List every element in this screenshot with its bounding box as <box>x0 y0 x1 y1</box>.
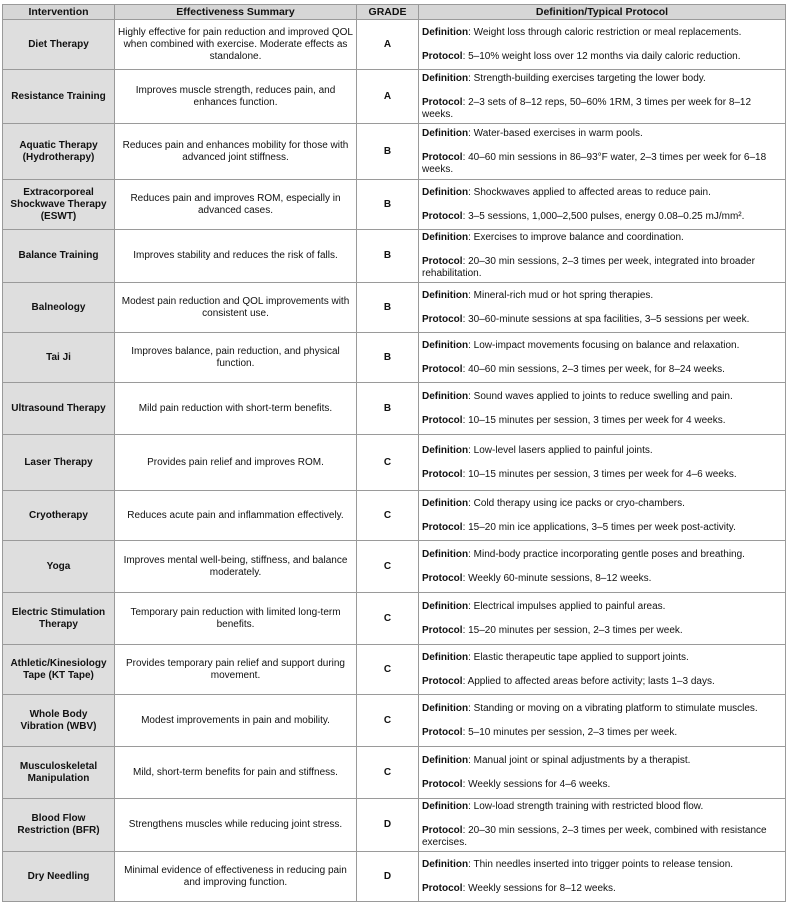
grade-cell: C <box>357 645 419 695</box>
grade-cell: B <box>357 230 419 283</box>
grade-cell: B <box>357 180 419 230</box>
definition-label: Definition <box>422 72 469 84</box>
grade-cell: B <box>357 333 419 383</box>
definition-label: Definition <box>422 548 469 560</box>
protocol-text: : 40–60 min sessions, 2–3 times per week, for 8–24 weeks. <box>462 363 725 375</box>
definition-cell <box>419 20 786 70</box>
definition-line <box>422 232 782 244</box>
protocol-label: Protocol <box>422 313 463 325</box>
protocol-text: : 15–20 minutes per session, 2–3 times per week. <box>462 624 683 636</box>
protocol-label: Protocol <box>422 256 463 267</box>
table-row <box>3 541 786 593</box>
definition-cell <box>419 541 786 593</box>
definition-line <box>422 445 782 457</box>
definition-label: Definition <box>422 186 469 198</box>
table-row <box>3 283 786 333</box>
table-row <box>3 124 786 180</box>
table-row <box>3 852 786 902</box>
definition-line <box>422 128 782 140</box>
table-row <box>3 383 786 435</box>
protocol-line <box>422 727 782 739</box>
protocol-line <box>422 625 782 637</box>
definition-text: : Water-based exercises in warm pools. <box>468 127 643 139</box>
definition-cell <box>419 124 786 180</box>
protocol-line <box>422 779 782 791</box>
definition-cell <box>419 70 786 124</box>
intervention-cell: Cryotherapy <box>3 491 115 541</box>
definition-label: Definition <box>422 702 469 714</box>
protocol-line <box>422 522 782 534</box>
table-row <box>3 70 786 124</box>
protocol-text: : 5–10 minutes per session, 2–3 times per week. <box>462 726 678 738</box>
definition-text: : Sound waves applied to joints to reduce swelling and pain. <box>468 390 733 402</box>
intervention-cell: Tai Ji <box>3 333 115 383</box>
definition-line <box>422 73 782 85</box>
protocol-label: Protocol <box>422 468 463 480</box>
protocol-label: Protocol <box>422 882 463 894</box>
definition-line <box>422 27 782 39</box>
summary-cell: Temporary pain reduction with limited long-term benefits. <box>115 593 357 645</box>
definition-label: Definition <box>422 651 469 663</box>
protocol-label: Protocol <box>422 151 463 163</box>
grade-cell: C <box>357 695 419 747</box>
definition-label: Definition <box>422 26 469 38</box>
grade-cell: A <box>357 70 419 124</box>
intervention-cell: Whole Body Vibration (WBV) <box>3 695 115 747</box>
definition-line <box>422 703 782 715</box>
header-row <box>3 5 786 20</box>
definition-text: : Elastic therapeutic tape applied to support joints. <box>468 651 689 663</box>
table-row <box>3 20 786 70</box>
protocol-text: : 20–30 min sessions, 2–3 times per week, integrated into broader rehabilitation. <box>422 256 755 279</box>
protocol-text: : Weekly 60-minute sessions, 8–12 weeks. <box>462 572 652 584</box>
summary-cell: Reduces pain and enhances mobility for those with advanced joint stiffness. <box>115 124 357 180</box>
protocol-label: Protocol <box>422 572 463 584</box>
summary-cell: Improves stability and reduces the risk of falls. <box>115 230 357 283</box>
summary-cell: Minimal evidence of effectiveness in reducing pain and improving function. <box>115 852 357 902</box>
definition-text: : Low-level lasers applied to painful joints. <box>468 444 653 456</box>
definition-cell <box>419 695 786 747</box>
definition-line <box>422 549 782 561</box>
summary-cell: Modest improvements in pain and mobility. <box>115 695 357 747</box>
definition-cell <box>419 747 786 799</box>
protocol-label: Protocol <box>422 210 463 222</box>
intervention-cell: Balance Training <box>3 230 115 283</box>
definition-text: : Cold therapy using ice packs or cryo-chambers. <box>468 497 685 509</box>
protocol-label: Protocol <box>422 521 463 533</box>
definition-cell <box>419 645 786 695</box>
grade-cell: C <box>357 541 419 593</box>
definition-cell <box>419 283 786 333</box>
protocol-text: : 10–15 minutes per session, 3 times per week for 4 weeks. <box>462 414 726 426</box>
intervention-cell: Musculoskeletal Manipulation <box>3 747 115 799</box>
definition-text: : Mind-body practice incorporating gentle poses and breathing. <box>468 548 745 560</box>
protocol-text: : 15–20 min ice applications, 3–5 times per week post-activity. <box>462 521 736 533</box>
definition-label: Definition <box>422 497 469 509</box>
summary-cell: Provides temporary pain relief and support during movement. <box>115 645 357 695</box>
definition-cell <box>419 333 786 383</box>
protocol-line <box>422 469 782 481</box>
summary-cell: Improves balance, pain reduction, and physical function. <box>115 333 357 383</box>
definition-cell <box>419 799 786 852</box>
summary-cell: Reduces acute pain and inflammation effectively. <box>115 491 357 541</box>
protocol-text: : 2–3 sets of 8–12 reps, 50–60% 1RM, 3 times per week for 8–12 weeks. <box>422 96 752 120</box>
definition-text: : Shockwaves applied to affected areas to reduce pain. <box>468 186 711 198</box>
definition-text: : Manual joint or spinal adjustments by a therapist. <box>468 754 691 766</box>
intervention-cell: Dry Needling <box>3 852 115 902</box>
definition-cell <box>419 491 786 541</box>
grade-cell: B <box>357 283 419 333</box>
table-row <box>3 230 786 283</box>
grade-cell: C <box>357 747 419 799</box>
grade-cell: C <box>357 593 419 645</box>
summary-cell: Modest pain reduction and QOL improvements with consistent use. <box>115 283 357 333</box>
definition-label: Definition <box>422 339 469 351</box>
table-row <box>3 333 786 383</box>
grade-cell: B <box>357 124 419 180</box>
grade-cell: B <box>357 383 419 435</box>
protocol-text: : 10–15 minutes per session, 3 times per week for 4–6 weeks. <box>462 468 737 480</box>
protocol-label: Protocol <box>422 624 463 636</box>
definition-text: : Electrical impulses applied to painful areas. <box>468 600 666 612</box>
definition-line <box>422 801 782 813</box>
summary-cell: Highly effective for pain reduction and improved QOL when combined with exercise. Moderate effects as standalone. <box>115 20 357 70</box>
protocol-text: : Applied to affected areas before activity; lasts 1–3 days. <box>462 675 715 687</box>
intervention-cell: Yoga <box>3 541 115 593</box>
intervention-cell: Laser Therapy <box>3 435 115 491</box>
definition-label: Definition <box>422 232 469 243</box>
intervention-cell: Blood Flow Restriction (BFR) <box>3 799 115 852</box>
protocol-label: Protocol <box>422 825 463 836</box>
definition-cell <box>419 593 786 645</box>
definition-line <box>422 601 782 613</box>
grade-cell: A <box>357 20 419 70</box>
table-row <box>3 593 786 645</box>
protocol-line <box>422 415 782 427</box>
protocol-line <box>422 364 782 376</box>
intervention-cell: Extracorporeal Shockwave Therapy (ESWT) <box>3 180 115 230</box>
definition-cell <box>419 180 786 230</box>
protocol-text: : Weekly sessions for 4–6 weeks. <box>462 778 611 790</box>
definition-label: Definition <box>422 444 469 456</box>
header-definition: Definition/Typical Protocol <box>419 5 786 20</box>
definition-text: : Low-impact movements focusing on balance and relaxation. <box>468 339 740 351</box>
definition-cell <box>419 435 786 491</box>
header-intervention: Intervention <box>3 5 115 20</box>
protocol-line <box>422 825 782 849</box>
intervention-cell: Ultrasound Therapy <box>3 383 115 435</box>
definition-cell <box>419 852 786 902</box>
header-summary: Effectiveness Summary <box>115 5 357 20</box>
protocol-line <box>422 97 782 121</box>
intervention-cell: Aquatic Therapy (Hydrotherapy) <box>3 124 115 180</box>
table-row <box>3 180 786 230</box>
definition-line <box>422 391 782 403</box>
table-row <box>3 695 786 747</box>
intervention-cell: Electric Stimulation Therapy <box>3 593 115 645</box>
protocol-text: : 20–30 min sessions, 2–3 times per week, combined with resistance exercises. <box>422 825 767 848</box>
definition-cell <box>419 230 786 283</box>
protocol-line <box>422 211 782 223</box>
grade-cell: D <box>357 799 419 852</box>
definition-label: Definition <box>422 390 469 402</box>
protocol-line <box>422 314 782 326</box>
definition-text: : Exercises to improve balance and coordination. <box>468 232 684 243</box>
table-row <box>3 491 786 541</box>
protocol-label: Protocol <box>422 363 463 375</box>
table-row <box>3 435 786 491</box>
table-row <box>3 645 786 695</box>
summary-cell: Reduces pain and improves ROM, especially in advanced cases. <box>115 180 357 230</box>
protocol-text: : 5–10% weight loss over 12 months via daily caloric reduction. <box>462 50 741 62</box>
definition-line <box>422 498 782 510</box>
definition-text: : Weight loss through caloric restriction or meal replacements. <box>468 26 742 38</box>
protocol-text: : 30–60-minute sessions at spa facilities, 3–5 sessions per week. <box>462 313 750 325</box>
definition-line <box>422 187 782 199</box>
protocol-line <box>422 883 782 895</box>
protocol-line <box>422 256 782 280</box>
definition-text: : Thin needles inserted into trigger points to release tension. <box>468 858 734 870</box>
table-row <box>3 799 786 852</box>
definition-label: Definition <box>422 801 469 812</box>
definition-label: Definition <box>422 754 469 766</box>
definition-text: : Low-load strength training with restricted blood flow. <box>468 801 704 812</box>
intervention-cell: Resistance Training <box>3 70 115 124</box>
definition-label: Definition <box>422 289 469 301</box>
protocol-text: : 40–60 min sessions in 86–93°F water, 2–3 times per week for 6–18 weeks. <box>422 151 767 175</box>
definition-line <box>422 340 782 352</box>
interventions-table <box>2 4 786 902</box>
protocol-label: Protocol <box>422 726 463 738</box>
summary-cell: Provides pain relief and improves ROM. <box>115 435 357 491</box>
definition-line <box>422 755 782 767</box>
definition-text: : Mineral-rich mud or hot spring therapies. <box>468 289 654 301</box>
protocol-text: : 3–5 sessions, 1,000–2,500 pulses, energy 0.08–0.25 mJ/mm². <box>462 210 745 222</box>
definition-label: Definition <box>422 858 469 870</box>
protocol-line <box>422 51 782 63</box>
definition-text: : Strength-building exercises targeting the lower body. <box>468 72 706 84</box>
protocol-label: Protocol <box>422 96 463 108</box>
protocol-line <box>422 676 782 688</box>
protocol-line <box>422 152 782 176</box>
protocol-label: Protocol <box>422 50 463 62</box>
summary-cell: Strengthens muscles while reducing joint stress. <box>115 799 357 852</box>
protocol-line <box>422 573 782 585</box>
protocol-label: Protocol <box>422 675 463 687</box>
intervention-cell: Balneology <box>3 283 115 333</box>
definition-text: : Standing or moving on a vibrating platform to stimulate muscles. <box>468 702 758 714</box>
header-grade: GRADE <box>357 5 419 20</box>
definition-line <box>422 652 782 664</box>
definition-line <box>422 290 782 302</box>
table-row <box>3 747 786 799</box>
grade-cell: C <box>357 491 419 541</box>
summary-cell: Improves muscle strength, reduces pain, and enhances function. <box>115 70 357 124</box>
grade-cell: C <box>357 435 419 491</box>
definition-label: Definition <box>422 127 469 139</box>
summary-cell: Mild pain reduction with short-term benefits. <box>115 383 357 435</box>
definition-label: Definition <box>422 600 469 612</box>
protocol-text: : Weekly sessions for 8–12 weeks. <box>462 882 616 894</box>
definition-cell <box>419 383 786 435</box>
intervention-cell: Diet Therapy <box>3 20 115 70</box>
grade-cell: D <box>357 852 419 902</box>
protocol-label: Protocol <box>422 778 463 790</box>
summary-cell: Improves mental well-being, stiffness, and balance moderately. <box>115 541 357 593</box>
definition-line <box>422 859 782 871</box>
intervention-cell: Athletic/Kinesiology Tape (KT Tape) <box>3 645 115 695</box>
summary-cell: Mild, short-term benefits for pain and stiffness. <box>115 747 357 799</box>
protocol-label: Protocol <box>422 414 463 426</box>
